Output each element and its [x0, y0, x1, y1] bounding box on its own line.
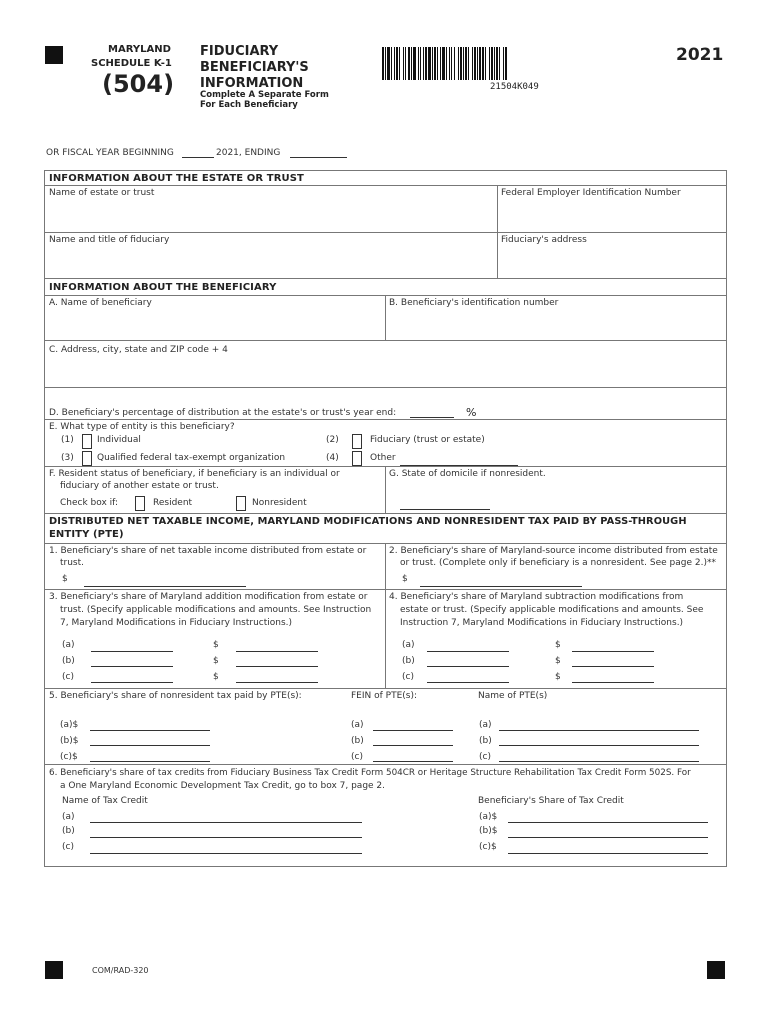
line3-label-1: 3. Beneficiary's share of Maryland addition modification from estate or	[49, 592, 368, 602]
registration-mark-bottom-right	[707, 961, 725, 979]
line2-dollar: $	[402, 574, 408, 584]
line6-label-1: 6. Beneficiary's share of tax credits from Fiduciary Business Tax Credit Form 504CR or Heritage Structure Rehabilitation Tax Credit Form 502S. For	[49, 768, 691, 778]
footer-form-code: COM/RAD-320	[92, 966, 149, 975]
entity-type-label: E. What type of entity is this beneficiary?	[49, 422, 235, 432]
line3b-modification-field[interactable]	[91, 666, 173, 667]
line6a-share-field[interactable]	[508, 822, 708, 823]
entity-4-num: (4)	[326, 453, 339, 463]
percent-sign: %	[466, 406, 477, 419]
line4c-dollar: $	[555, 672, 561, 682]
line3c-amount-field[interactable]	[236, 682, 318, 683]
form-title-line2: BENEFICIARY'S	[200, 60, 309, 75]
beneficiary-id-label: B. Beneficiary's identification number	[389, 298, 559, 308]
line5a-name-num: (a)	[479, 720, 492, 730]
entity-exempt-org-label: Qualified federal tax-exempt organization	[97, 453, 286, 463]
line6b-label: (b)	[62, 826, 75, 836]
entity-3-num: (3)	[61, 453, 74, 463]
line6b-share-field[interactable]	[508, 837, 708, 838]
fiduciary-address-label: Fiduciary's address	[501, 235, 587, 245]
header-schedule: SCHEDULE K-1	[91, 58, 172, 69]
beneficiary-address-label: C. Address, city, state and ZIP code + 4	[49, 345, 228, 355]
fiduciary-name-field[interactable]	[46, 245, 494, 277]
form-subtitle-line1: Complete A Separate Form	[200, 90, 329, 100]
estate-name-field[interactable]	[46, 198, 494, 230]
entity-other-label: Other	[370, 453, 396, 463]
line4c-label: (c)	[402, 672, 414, 682]
line6c-share-field[interactable]	[508, 853, 708, 854]
distributed-heading-1: DISTRIBUTED NET TAXABLE INCOME, MARYLAND MODIFICATIONS AND NONRESIDENT TAX PAID BY PASS-THROUGH	[49, 516, 687, 527]
barcode-image	[382, 47, 608, 80]
line4b-label: (b)	[402, 656, 415, 666]
fiscal-end-field[interactable]	[290, 157, 347, 158]
beneficiary-address-field[interactable]	[46, 356, 724, 386]
line4-label-1: 4. Beneficiary's share of Maryland subtraction modifications from	[389, 592, 684, 602]
registration-mark-top-left	[45, 46, 63, 64]
nonresident-label: Nonresident	[252, 498, 307, 508]
line5c-amount-field[interactable]	[90, 761, 210, 762]
fein-field[interactable]	[500, 198, 724, 230]
line5c-name-field[interactable]	[499, 761, 699, 762]
line6c-label: (c)	[62, 842, 74, 852]
registration-mark-bottom-left	[45, 961, 63, 979]
fiscal-year-label: OR FISCAL YEAR BEGINNING	[46, 148, 174, 158]
header-state: MARYLAND	[108, 44, 171, 55]
entity-1-num: (1)	[61, 435, 74, 445]
fiduciary-name-label: Name and title of fiduciary	[49, 235, 170, 245]
line4b-amount-field[interactable]	[572, 666, 654, 667]
line6a-label: (a)	[62, 812, 75, 822]
entity-exempt-org-checkbox[interactable]	[82, 451, 92, 466]
beneficiary-name-field[interactable]	[46, 309, 382, 339]
line5a-name-field[interactable]	[499, 730, 699, 731]
line3b-amount-field[interactable]	[236, 666, 318, 667]
form-subtitle-line2: For Each Beneficiary	[200, 100, 298, 110]
line6-share-column: Beneficiary's Share of Tax Credit	[478, 796, 624, 806]
check-box-if-label: Check box if:	[60, 498, 119, 508]
form-number: (504)	[102, 70, 175, 98]
line3-label-3: 7, Maryland Modifications in Fiduciary Instructions.)	[60, 618, 293, 628]
line1-label-2: trust.	[60, 558, 85, 568]
estate-name-label: Name of estate or trust	[49, 188, 155, 198]
line4a-modification-field[interactable]	[427, 651, 509, 652]
fiscal-begin-field[interactable]	[182, 157, 214, 158]
line5a-amount-field[interactable]	[90, 730, 210, 731]
line3c-dollar: $	[213, 672, 219, 682]
domicile-state-field[interactable]	[400, 509, 490, 510]
resident-status-label-2: fiduciary of another estate or trust.	[60, 481, 219, 491]
line6a-share-label: (a)$	[479, 812, 498, 822]
line5b-name-num: (b)	[479, 736, 492, 746]
line2-label-1: 2. Beneficiary's share of Maryland-source income distributed from estate	[389, 546, 718, 556]
estate-section-heading: INFORMATION ABOUT THE ESTATE OR TRUST	[49, 173, 304, 184]
line5c-fein-field[interactable]	[373, 761, 453, 762]
line3a-dollar: $	[213, 640, 219, 650]
line4c-modification-field[interactable]	[427, 682, 509, 683]
line6b-share-label: (b)$	[479, 826, 498, 836]
resident-status-label-1: F. Resident status of beneficiary, if beneficiary is an individual or	[49, 469, 340, 479]
line5b-fein-field[interactable]	[373, 745, 453, 746]
line5b-fein-num: (b)	[351, 736, 364, 746]
line5b-label: (b)$	[60, 736, 79, 746]
line5c-name-num: (c)	[479, 752, 491, 762]
line4a-dollar: $	[555, 640, 561, 650]
resident-label: Resident	[153, 498, 193, 508]
beneficiary-section-heading: INFORMATION ABOUT THE BENEFICIARY	[49, 282, 277, 293]
nonresident-checkbox[interactable]	[236, 496, 246, 511]
line5-name-label: Name of PTE(s)	[478, 691, 548, 701]
line4-label-2: estate or trust. (Specify applicable modifications and amounts. See	[400, 605, 704, 615]
resident-checkbox[interactable]	[135, 496, 145, 511]
line1-dollar: $	[62, 574, 68, 584]
line1-amount-field[interactable]	[84, 586, 246, 587]
line6c-share-label: (c)$	[479, 842, 497, 852]
entity-fiduciary-checkbox[interactable]	[352, 434, 362, 449]
line4c-amount-field[interactable]	[572, 682, 654, 683]
beneficiary-name-label: A. Name of beneficiary	[49, 298, 152, 308]
line2-label-2: or trust. (Complete only if beneficiary is a nonresident. See page 2.)**	[400, 558, 716, 568]
entity-individual-label: Individual	[97, 435, 141, 445]
line3b-label: (b)	[62, 656, 75, 666]
distribution-percentage-label: D. Beneficiary's percentage of distribution at the estate's or trust's year end:	[49, 408, 397, 418]
line3-label-2: trust. (Specify applicable modifications and amounts. See Instruction	[60, 605, 372, 615]
line5a-fein-num: (a)	[351, 720, 364, 730]
entity-other-checkbox[interactable]	[352, 451, 362, 466]
line1-label-1: 1. Beneficiary's share of net taxable income distributed from estate or	[49, 546, 367, 556]
line5-label: 5. Beneficiary's share of nonresident tax paid by PTE(s):	[49, 691, 302, 701]
tax-year: 2021	[676, 45, 724, 65]
barcode-bar	[507, 47, 508, 80]
beneficiary-id-field[interactable]	[388, 309, 724, 339]
line4b-dollar: $	[555, 656, 561, 666]
line3a-label: (a)	[62, 640, 75, 650]
fein-label: Federal Employer Identification Number	[501, 188, 681, 198]
line5c-label: (c)$	[60, 752, 78, 762]
line5b-name-field[interactable]	[499, 745, 699, 746]
line5a-fein-field[interactable]	[373, 730, 453, 731]
distribution-percentage-field[interactable]	[410, 417, 454, 418]
entity-fiduciary-label: Fiduciary (trust or estate)	[370, 435, 485, 445]
form-title-line1: FIDUCIARY	[200, 44, 279, 59]
fiscal-year-middle: 2021, ENDING	[216, 148, 281, 158]
form-title-line3: INFORMATION	[200, 76, 304, 91]
line3b-dollar: $	[213, 656, 219, 666]
line6b-credit-name-field[interactable]	[90, 837, 362, 838]
entity-2-num: (2)	[326, 435, 339, 445]
line3a-modification-field[interactable]	[91, 651, 173, 652]
line6-name-column: Name of Tax Credit	[62, 796, 148, 806]
domicile-state-label: G. State of domicile if nonresident.	[389, 469, 546, 479]
line6a-credit-name-field[interactable]	[90, 822, 362, 823]
line5a-label: (a)$	[60, 720, 79, 730]
line5-fein-label: FEIN of PTE(s):	[351, 691, 418, 701]
line3c-label: (c)	[62, 672, 74, 682]
entity-individual-checkbox[interactable]	[82, 434, 92, 449]
line4a-label: (a)	[402, 640, 415, 650]
barcode-text: 21504K049	[490, 82, 539, 92]
line5b-amount-field[interactable]	[90, 745, 210, 746]
line2-amount-field[interactable]	[420, 586, 582, 587]
line6-label-2: a One Maryland Economic Development Tax Credit, go to box 7, page 2.	[60, 781, 386, 791]
line4-label-3: Instruction 7, Maryland Modifications in Fiduciary Instructions.)	[400, 618, 684, 628]
line4b-modification-field[interactable]	[427, 666, 509, 667]
distributed-heading-2: ENTITY (PTE)	[49, 529, 124, 540]
line6c-credit-name-field[interactable]	[90, 853, 362, 854]
line4a-amount-field[interactable]	[572, 651, 654, 652]
fiduciary-address-field[interactable]	[500, 245, 724, 277]
line3c-modification-field[interactable]	[91, 682, 173, 683]
line5c-fein-num: (c)	[351, 752, 363, 762]
line3a-amount-field[interactable]	[236, 651, 318, 652]
